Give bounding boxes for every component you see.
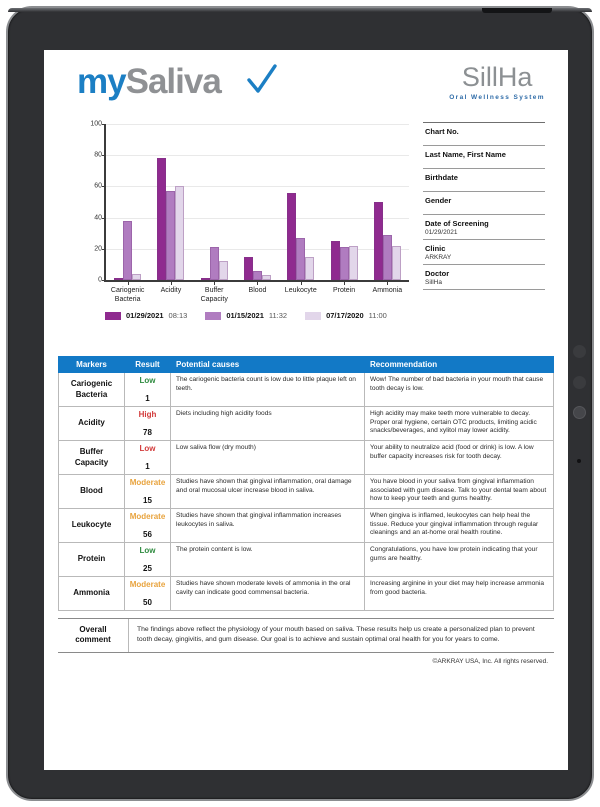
device-button-top[interactable]: [573, 345, 586, 358]
copyright-notice: ©ARKRAY USA, Inc. All rights reserved.: [432, 657, 548, 665]
legend-swatch: [305, 312, 321, 320]
report-page: [44, 50, 568, 770]
info-field-label: Date of Screening: [425, 219, 489, 228]
x-axis-tick-label: Ammonia: [372, 287, 403, 294]
info-field[interactable]: [423, 264, 545, 289]
header-recommendation: Recommendation: [365, 357, 554, 373]
info-field-value: 01/29/2021: [425, 229, 458, 236]
logo-my-text: my: [77, 62, 126, 101]
legend-item: [205, 311, 287, 320]
result-value: 25: [143, 564, 152, 573]
cell-result: [125, 543, 171, 577]
table-row: [59, 373, 554, 407]
x-axis-tick-mark: [214, 280, 215, 285]
cell-recommendation: Your ability to neutralize acid (food or drink) is low. A low buffer capacity increases risk for tooth decay.: [365, 441, 554, 475]
result-value: 1: [145, 462, 150, 471]
cell-marker: Buffer Capacity: [59, 441, 125, 475]
info-field[interactable]: [423, 239, 545, 264]
table-row: [59, 441, 554, 475]
x-axis-tick-label: Blood: [248, 287, 267, 294]
patient-info-panel: [423, 122, 545, 290]
y-axis-tick-label: 100: [90, 120, 102, 128]
x-axis-tick-mark: [301, 280, 302, 285]
cell-recommendation: When gingiva is inflamed, leukocytes can help heal the tissue. Reduce your gingival inflammation through regular cleanings and an at-home oral health routine.: [365, 509, 554, 543]
tablet-screen: [44, 50, 568, 770]
header-result: Result: [125, 357, 171, 373]
chart-bar-group: [106, 124, 149, 303]
cell-result: [125, 373, 171, 407]
overall-comment-label: Overall comment: [75, 625, 111, 645]
cell-cause: Diets including high acidity foods: [171, 407, 365, 441]
chart-bar: [132, 274, 141, 280]
info-field-label: Doctor: [425, 269, 450, 278]
table-header-row: [59, 357, 554, 373]
x-axis-tick-label: Leukocyte: [284, 287, 317, 294]
y-axis-tick-label: 20: [94, 245, 102, 253]
table-row: [59, 407, 554, 441]
legend-swatch: [105, 312, 121, 320]
cell-recommendation: Wow! The number of bad bacteria in your mouth that cause tooth decay is low.: [365, 373, 554, 407]
overall-comment-section: [58, 618, 554, 653]
cell-cause: Studies have shown that gingival inflammation, oral damage and oral mucosal ulcer increase blood in saliva.: [171, 475, 365, 509]
x-axis-tick-mark: [344, 280, 345, 285]
result-value: 56: [143, 530, 152, 539]
cell-cause: Studies have shown moderate levels of ammonia in the oral cavity can indicate good commensal bacteria.: [171, 577, 365, 611]
cell-cause: The protein content is low.: [171, 543, 365, 577]
chart-bar: [340, 247, 349, 280]
chart-bar: [287, 193, 296, 280]
chart-bar: [157, 158, 166, 280]
header-markers: Markers: [59, 357, 125, 373]
chart-bar-group: [193, 124, 236, 303]
chart-bar: [166, 191, 175, 280]
chart-bar: [114, 278, 123, 280]
cell-recommendation: You have blood in your saliva from gingival inflammation associated with gum disease. Talk to your dental team about how to keep your teeth and gums healthy.: [365, 475, 554, 509]
chart-legend: [105, 311, 387, 320]
info-field-label: Birthdate: [425, 173, 458, 182]
cell-marker: Protein: [59, 543, 125, 577]
header-causes: Potential causes: [171, 357, 365, 373]
chart-bar: [175, 186, 184, 280]
legend-date: 01/29/2021: [126, 311, 164, 320]
status-badge: Moderate: [129, 580, 166, 589]
device-button-bottom[interactable]: [573, 406, 586, 419]
status-badge: Low: [139, 546, 156, 555]
status-badge: Moderate: [129, 478, 166, 487]
cell-marker: Acidity: [59, 407, 125, 441]
y-axis-tick-mark: [102, 280, 106, 281]
x-axis-tick-label: Protein: [332, 287, 356, 294]
chart-bar: [296, 238, 305, 280]
info-field-label: Last Name, First Name: [425, 150, 506, 159]
x-axis-tick-label: Buffer Capacity: [200, 287, 228, 303]
legend-date: 07/17/2020: [326, 311, 364, 320]
cell-cause: Low saliva flow (dry mouth): [171, 441, 365, 475]
x-axis-tick-label: Cariogenic Bacteria: [110, 287, 145, 303]
table-row: [59, 509, 554, 543]
cell-recommendation: High acidity may make teeth more vulnerable to decay. Proper oral hygiene, certain OTC products, limiting acidic snacks/beverages, and xylitol may lower acidity.: [365, 407, 554, 441]
cell-result: [125, 441, 171, 475]
info-field[interactable]: [423, 168, 545, 191]
legend-item: [305, 311, 387, 320]
legend-time: 11:00: [368, 311, 387, 320]
legend-date: 01/15/2021: [226, 311, 264, 320]
sillha-brand-text: SillHa: [461, 62, 533, 92]
results-table: [58, 356, 554, 611]
cell-cause: Studies have shown that gingival inflammation increases leukocytes in saliva.: [171, 509, 365, 543]
result-value: 1: [145, 394, 150, 403]
table-row: [59, 577, 554, 611]
chart-bar: [123, 221, 132, 280]
legend-time: 11:32: [268, 311, 288, 320]
info-field-value: ARKRAY: [425, 254, 452, 261]
chart-bar-group: [279, 124, 322, 294]
y-axis-tick-label: 80: [94, 151, 102, 159]
chart-bar: [253, 271, 262, 280]
chart-bar: [219, 261, 228, 280]
cell-marker: Cariogenic Bacteria: [59, 373, 125, 407]
chart-bar: [392, 246, 401, 280]
info-field-label: Gender: [425, 196, 452, 205]
result-value: 78: [143, 428, 152, 437]
status-badge: Low: [139, 444, 156, 453]
chart-bar: [349, 246, 358, 280]
device-pinhole: [577, 459, 581, 463]
logo-saliva-text: Saliva: [125, 62, 221, 101]
sillha-logo: [449, 64, 545, 101]
status-badge: High: [138, 410, 157, 419]
chart-bar: [262, 275, 271, 280]
chart-bar-group: [366, 124, 409, 294]
check-icon: [247, 64, 277, 96]
results-bar-chart: [67, 118, 417, 343]
x-axis-tick-label: Acidity: [160, 287, 182, 294]
info-field-label: Clinic: [425, 244, 446, 253]
info-field[interactable]: [423, 145, 545, 168]
table-row: [59, 475, 554, 509]
cell-marker: Ammonia: [59, 577, 125, 611]
result-value: 50: [143, 598, 152, 607]
chart-bar: [331, 241, 340, 280]
y-axis-tick-label: 40: [94, 214, 102, 222]
y-axis-tick-label: 0: [98, 276, 102, 284]
result-value: 15: [143, 496, 152, 505]
results-table-body: [59, 373, 554, 611]
legend-item: [105, 311, 187, 320]
info-field[interactable]: [423, 191, 545, 214]
cell-marker: Leukocyte: [59, 509, 125, 543]
device-button-middle[interactable]: [573, 376, 586, 389]
x-axis-tick-mark: [387, 280, 388, 285]
status-badge: Moderate: [129, 512, 166, 521]
chart-bar: [244, 257, 253, 280]
mysaliva-logo: [77, 62, 221, 102]
cell-recommendation: Increasing arginine in your diet may help increase ammonia from good bacteria.: [365, 577, 554, 611]
x-axis-tick-mark: [128, 280, 129, 285]
cell-recommendation: Congratulations, you have low protein indicating that your gums are healthy.: [365, 543, 554, 577]
cell-marker: Blood: [59, 475, 125, 509]
tablet-device: [6, 6, 594, 801]
legend-swatch: [205, 312, 221, 320]
chart-bar: [201, 278, 210, 280]
chart-plot-area: [90, 120, 409, 303]
x-axis-tick-mark: [171, 280, 172, 285]
report-header: [53, 50, 559, 118]
table-row: [59, 543, 554, 577]
info-field-label: Chart No.: [425, 127, 459, 136]
cell-result: [125, 475, 171, 509]
info-panel-bottom-rule: [423, 289, 545, 290]
info-field[interactable]: [423, 122, 545, 145]
chart-bar: [374, 202, 383, 280]
chart-bar-group: [322, 124, 365, 294]
chart-bar: [210, 247, 219, 280]
info-field[interactable]: [423, 214, 545, 239]
chart-bar-group: [149, 124, 192, 294]
chart-bar: [305, 257, 314, 280]
sillha-tagline: Oral Wellness System: [449, 94, 545, 101]
legend-time: 08:13: [168, 311, 188, 320]
chart-and-info-row: [53, 118, 559, 353]
chart-bar-group: [236, 124, 279, 294]
cell-result: [125, 509, 171, 543]
info-field-value: SillHa: [425, 279, 442, 286]
cell-cause: The cariogenic bacteria count is low due to little plaque left on teeth.: [171, 373, 365, 407]
overall-comment-text: The findings above reflect the physiology of your mouth based on saliva. These results help us create a personalized plan to prevent tooth decay, gingivitis, and gum disease. Our goal is to achieve and sustain optimal oral health for you for years to come.: [128, 619, 554, 652]
y-axis-tick-label: 60: [94, 182, 102, 190]
chart-bar: [383, 235, 392, 280]
chart-bar-groups: [106, 124, 409, 303]
device-notch: [482, 8, 552, 13]
results-section: [53, 356, 559, 665]
status-badge: Low: [139, 376, 156, 385]
cell-result: [125, 577, 171, 611]
x-axis-tick-mark: [257, 280, 258, 285]
cell-result: [125, 407, 171, 441]
